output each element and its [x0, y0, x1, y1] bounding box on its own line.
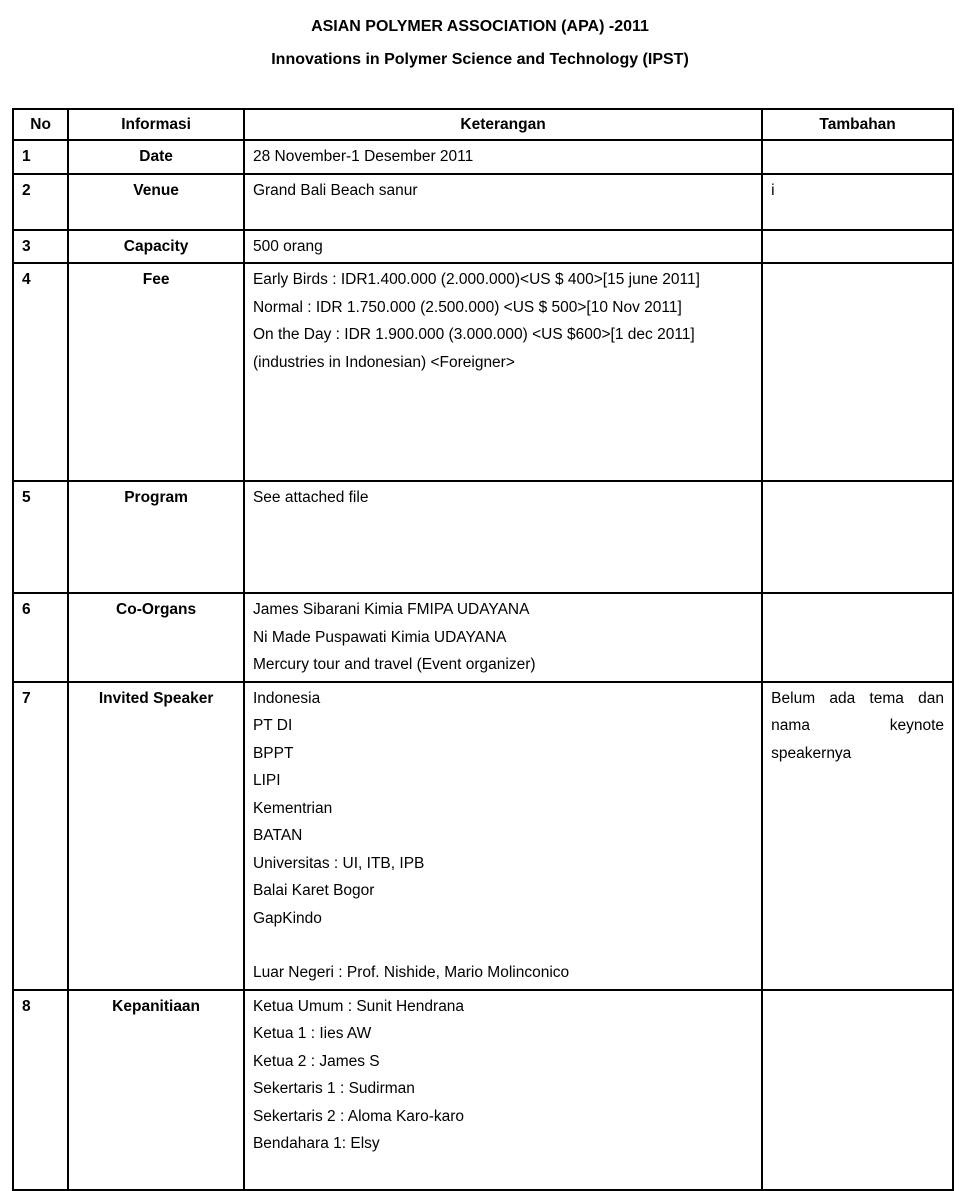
row-tambahan [762, 593, 953, 682]
keterangan-line: BPPT [252, 744, 294, 762]
table-row [13, 481, 953, 593]
row-info: Kepanitiaan [68, 990, 244, 1190]
header-row [13, 109, 953, 140]
row-keterangan [244, 263, 762, 481]
header-no: No [13, 109, 68, 140]
row-keterangan [244, 140, 762, 174]
keterangan-line: Bendahara 1: Elsy [252, 1135, 380, 1152]
table-row [13, 174, 953, 230]
row-tambahan: Belum ada tema dan nama keynote speakernya [762, 682, 953, 990]
row-number: 3 [13, 230, 68, 264]
row-number: 2 [13, 174, 68, 230]
info-table [12, 108, 954, 1191]
keterangan-line: 500 orang [252, 237, 323, 255]
keterangan-line: Sekertaris 2 : Aloma Karo-karo [252, 1107, 465, 1125]
keterangan-line: Grand Bali Beach sanur [252, 181, 418, 199]
row-info: Capacity [68, 230, 244, 264]
keterangan-line: Ni Made Puspawati Kimia UDAYANA [252, 628, 507, 646]
row-keterangan [244, 174, 762, 230]
keterangan-line: Luar Negeri : Prof. Nishide, Mario Molinconico [252, 964, 570, 981]
keterangan-line: Ketua 1 : Iies AW [252, 1025, 372, 1042]
keterangan-line: 28 November-1 Desember 2011 [252, 148, 474, 165]
row-keterangan [244, 593, 762, 682]
row-info: Program [68, 481, 244, 593]
table-row [13, 230, 953, 264]
row-info: Invited Speaker [68, 682, 244, 990]
row-number: 6 [13, 593, 68, 682]
keterangan-line: Ketua Umum : Sunit Hendrana [252, 997, 465, 1015]
header-tambahan: Tambahan [762, 109, 953, 140]
table-row [13, 682, 953, 990]
keterangan-line: Ketua 2 : James S [252, 1052, 380, 1070]
row-tambahan [762, 990, 953, 1190]
row-keterangan [244, 481, 762, 593]
row-number: 1 [13, 140, 68, 174]
row-number: 8 [13, 990, 68, 1190]
row-keterangan [244, 682, 762, 990]
keterangan-line: Indonesia [252, 689, 321, 707]
row-info: Fee [68, 263, 244, 481]
keterangan-line: BATAN [252, 827, 303, 844]
row-info: Co-Organs [68, 593, 244, 682]
keterangan-line: GapKindo [252, 909, 322, 927]
row-tambahan [762, 481, 953, 593]
keterangan-line: Universitas : UI, ITB, IPB [252, 854, 425, 872]
keterangan-line: On the Day : IDR 1.900.000 (3.000.000) <US $600>[1 dec 2011] [252, 326, 695, 343]
table-row [13, 263, 953, 481]
keterangan-line: James Sibarani Kimia FMIPA UDAYANA [252, 601, 530, 618]
row-number: 5 [13, 481, 68, 593]
row-number: 7 [13, 682, 68, 990]
keterangan-line: Kementrian [252, 799, 333, 817]
keterangan-line: Mercury tour and travel (Event organizer) [252, 656, 536, 673]
keterangan-line: Balai Karet Bogor [252, 882, 375, 899]
keterangan-line: See attached file [252, 489, 369, 506]
row-info: Venue [68, 174, 244, 230]
keterangan-line: Sekertaris 1 : Sudirman [252, 1080, 415, 1097]
row-number: 4 [13, 263, 68, 481]
table-row [13, 593, 953, 682]
header-informasi: Informasi [68, 109, 244, 140]
row-tambahan [762, 263, 953, 481]
keterangan-line: Early Birds : IDR1.400.000 (2.000.000)<US $ 400>[15 june 2011] [252, 271, 700, 288]
row-keterangan [244, 230, 762, 264]
blank-line [253, 932, 753, 959]
keterangan-line: LIPI [252, 772, 281, 789]
table-row [13, 140, 953, 174]
row-info: Date [68, 140, 244, 174]
keterangan-line: PT DI [252, 717, 293, 734]
row-keterangan [244, 990, 762, 1190]
keterangan-line: Normal : IDR 1.750.000 (2.500.000) <US $ 500>[10 Nov 2011] [252, 298, 682, 316]
row-tambahan [762, 140, 953, 174]
table-row [13, 990, 953, 1190]
row-tambahan: i [762, 174, 953, 230]
keterangan-line: (industries in Indonesian) <Foreigner> [252, 353, 515, 371]
header-keterangan: Keterangan [244, 109, 762, 140]
row-tambahan [762, 230, 953, 264]
document-title: ASIAN POLYMER ASSOCIATION (APA) -2011 [311, 18, 649, 35]
document-subtitle: Innovations in Polymer Science and Technology (IPST) [271, 51, 689, 68]
